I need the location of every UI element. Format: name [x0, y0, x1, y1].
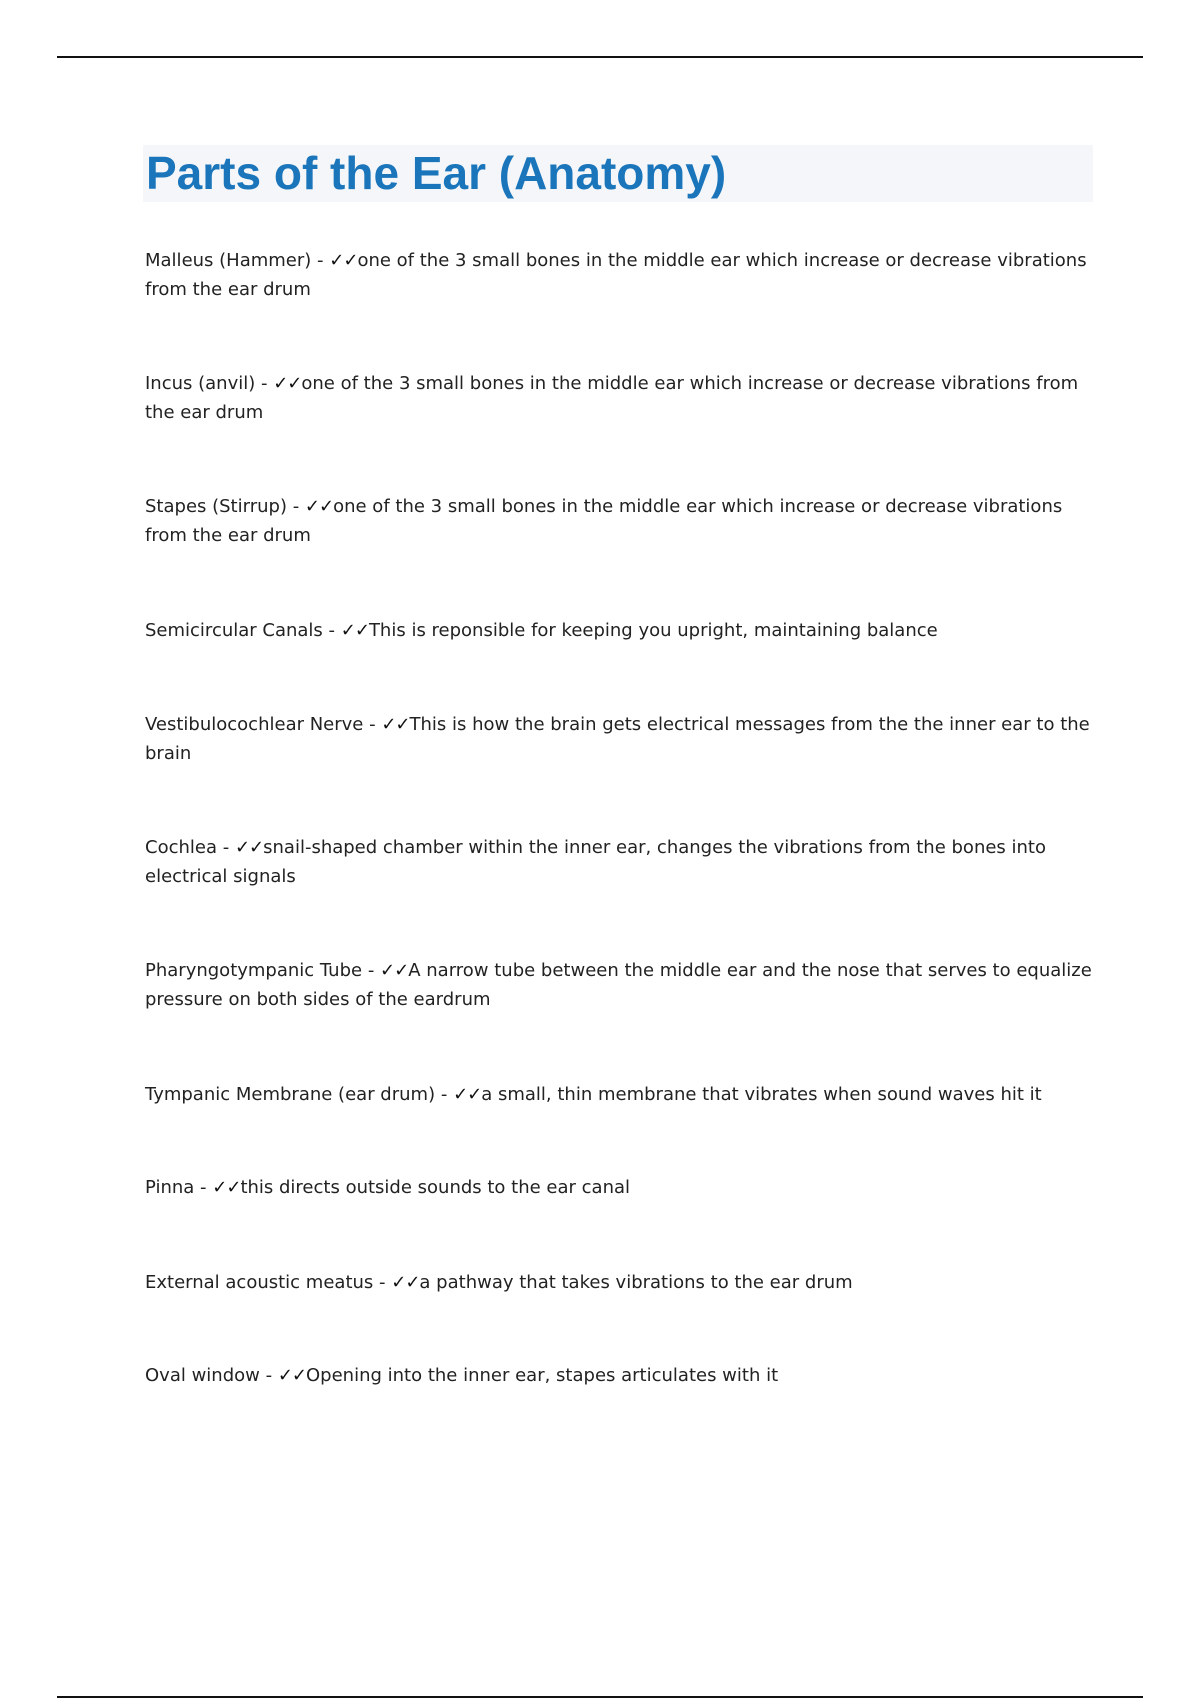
entry-term: Malleus (Hammer) — [145, 250, 312, 271]
double-check-icon: ✓✓ — [277, 1365, 306, 1386]
entry-definition: This is how the brain gets electrical messages from the the inner ear to the brain — [145, 714, 1090, 764]
term-separator: - — [286, 496, 305, 517]
term-separator: - — [259, 1365, 278, 1386]
list-item — [145, 492, 1093, 550]
double-check-icon: ✓✓ — [304, 496, 334, 517]
list-item — [145, 1268, 1093, 1297]
page-title: Parts of the Ear (Anatomy) — [146, 147, 727, 199]
entry-term: Tympanic Membrane (ear drum) — [145, 1084, 436, 1105]
double-check-icon: ✓✓ — [391, 1272, 420, 1293]
double-check-icon: ✓✓ — [380, 960, 409, 981]
double-check-icon: ✓✓ — [234, 837, 264, 858]
list-item — [145, 616, 1093, 645]
entry-term: Incus (anvil) — [145, 373, 256, 394]
entry-definition: snail-shaped chamber within the inner ear, changes the vibrations from the bones into electrical signals — [145, 837, 1047, 887]
entry-definition: one of the 3 small bones in the middle ear which increase or decrease vibrations from the ear drum — [145, 250, 1087, 300]
entry-definition: this directs outside sounds to the ear canal — [240, 1177, 631, 1198]
list-item — [145, 1173, 1093, 1202]
term-separator: - — [255, 373, 274, 394]
double-check-icon: ✓✓ — [381, 714, 410, 735]
entry-definition: a small, thin membrane that vibrates when sound waves hit it — [481, 1084, 1042, 1105]
double-check-icon: ✓✓ — [273, 373, 302, 394]
double-check-icon: ✓✓ — [340, 620, 369, 641]
term-separator: - — [373, 1272, 392, 1293]
list-item — [145, 369, 1093, 427]
entry-term: Pharyngotympanic Tube — [145, 960, 363, 981]
term-separator: - — [363, 714, 382, 735]
list-item — [145, 956, 1093, 1014]
entry-definition: A narrow tube between the middle ear and the nose that serves to equalize pressure on both sides of the eardrum — [145, 960, 1092, 1010]
list-item — [145, 1361, 1093, 1390]
entry-definition: one of the 3 small bones in the middle ear which increase or decrease vibrations from the ear drum — [145, 496, 1063, 546]
double-check-icon: ✓✓ — [453, 1084, 482, 1105]
list-item — [145, 710, 1093, 768]
list-item — [145, 833, 1093, 891]
term-separator: - — [311, 250, 330, 271]
term-separator: - — [362, 960, 381, 981]
entry-term: Vestibulocochlear Nerve — [145, 714, 364, 735]
entry-definition: This is reponsible for keeping you upright, maintaining balance — [368, 620, 938, 641]
entry-definition: one of the 3 small bones in the middle ear which increase or decrease vibrations from the ear drum — [145, 373, 1079, 423]
entry-term: Stapes (Stirrup) — [145, 496, 287, 517]
entry-term: Semicircular Canals — [145, 620, 323, 641]
entry-definition: Opening into the inner ear, stapes articulates with it — [306, 1365, 779, 1386]
term-separator: - — [194, 1177, 213, 1198]
double-check-icon: ✓✓ — [212, 1177, 241, 1198]
double-check-icon: ✓✓ — [329, 250, 358, 271]
list-item — [145, 1080, 1093, 1109]
entry-term: Pinna — [145, 1177, 195, 1198]
list-item — [145, 246, 1093, 304]
top-rule — [57, 56, 1143, 58]
entry-definition: a pathway that takes vibrations to the ear drum — [419, 1272, 853, 1293]
entry-term: Oval window — [145, 1365, 260, 1386]
entry-term: External acoustic meatus — [145, 1272, 374, 1293]
term-separator: - — [217, 837, 235, 858]
term-separator: - — [322, 620, 341, 641]
entry-term: Cochlea — [145, 837, 217, 858]
bottom-rule — [57, 1696, 1143, 1698]
term-separator: - — [435, 1084, 454, 1105]
